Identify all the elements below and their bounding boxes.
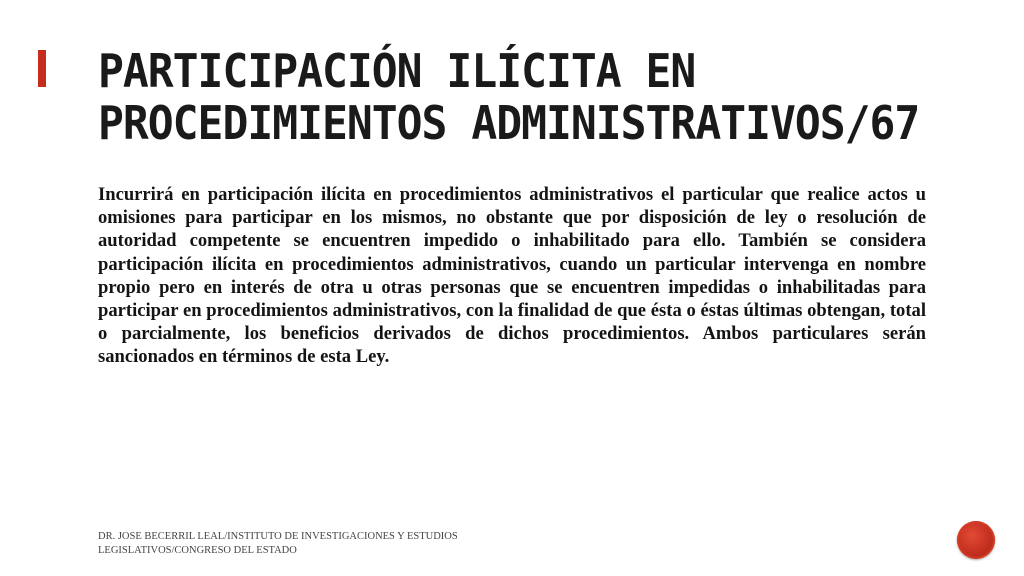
- page-number-badge: [957, 521, 995, 559]
- accent-bar: [38, 50, 46, 87]
- slide-body-text: Incurrirá en participación ilícita en procedimientos administrativos el particular que realice actos u omisiones para participar en los mismos, no obstante que por disposición de ley o resolución de autoridad competente se encuentren impedido o inhabilitado para ello. También se considera participación ilícita en procedimientos administrativos, cuando un particular intervenga en nombre propio pero en interés de otra u otras personas que se encuentren impedidas o inhabilitadas para participar en procedimientos administrativos, con la finalidad de que ésta o éstas últimas obtengan, total o parcialmente, los beneficios derivados de dichos procedimientos. Ambos particulares serán sancionados en términos de esta Ley.: [98, 184, 926, 368]
- slide-footer: DR. JOSE BECERRIL LEAL/INSTITUTO DE INVESTIGACIONES Y ESTUDIOS LEGISLATIVOS/CONGRESO DEL ESTADO: [98, 531, 458, 556]
- slide-title: PARTICIPACIÓN ILÍCITA EN PROCEDIMIENTOS ADMINISTRATIVOS/67: [98, 44, 920, 151]
